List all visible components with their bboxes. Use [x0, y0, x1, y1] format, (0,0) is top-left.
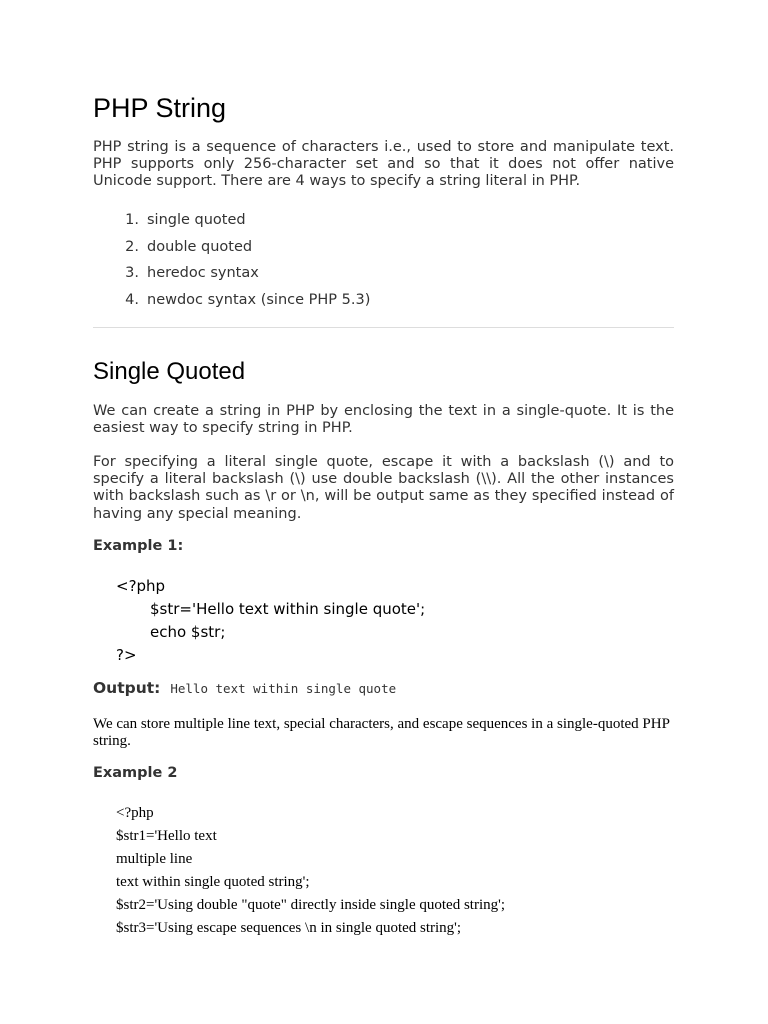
single-quoted-paragraph-1: We can create a string in PHP by enclosing the text in a single-quote. It is the easiest way to specify string in PHP. — [93, 403, 674, 437]
list-item — [93, 237, 370, 264]
ways-list — [93, 210, 370, 316]
list-number: 4. — [125, 291, 139, 308]
intro-paragraph: PHP string is a sequence of characters i.e., used to store and manipulate text. PHP supports only 256-character set and so that it does not offer native Unicode support. There are 4 ways to specify a string literal in PHP. — [93, 139, 674, 190]
list-item — [93, 290, 370, 317]
code-line: ?> — [116, 646, 137, 664]
section-heading-single-quoted: Single Quoted — [93, 358, 246, 385]
page-title: PHP String — [93, 93, 227, 123]
output-label: Output: — [93, 679, 161, 697]
example-1-code — [116, 575, 425, 667]
code-line: text within single quoted string'; — [116, 874, 310, 890]
code-line: $str3='Using escape sequences \n in single quoted string'; — [116, 920, 462, 936]
single-quoted-paragraph-3: We can store multiple line text, special characters, and escape sequences in a single-quoted PHP string. — [93, 716, 670, 749]
code-line: <?php — [116, 805, 154, 821]
list-text: heredoc syntax — [147, 265, 259, 281]
code-line: <?php — [116, 577, 166, 595]
list-text: single quoted — [147, 212, 246, 228]
example-1-output — [93, 679, 396, 697]
list-number: 3. — [125, 265, 139, 281]
code-line: multiple line — [116, 851, 193, 867]
example-2-label: Example 2 — [93, 765, 178, 781]
output-value: Hello text within single quote — [170, 681, 397, 696]
list-number: 2. — [125, 238, 139, 255]
code-line: $str2='Using double "quote" directly inside single quoted string'; — [116, 897, 505, 913]
single-quoted-paragraph-2: For specifying a literal single quote, escape it with a backslash (\) and to specify a literal backslash (\) use double backslash (\\). All the other instances with backslash such as \r or \n, will be output same as they specified instead of having any special meaning. — [93, 454, 674, 522]
list-item — [93, 263, 370, 290]
list-number: 1. — [125, 212, 139, 228]
example-1-label: Example 1: — [93, 538, 184, 554]
section-divider — [93, 327, 674, 328]
code-line: echo $str; — [150, 623, 226, 641]
code-line: $str='Hello text within single quote'; — [150, 600, 426, 618]
list-item — [93, 210, 370, 237]
list-text: double quoted — [147, 238, 253, 255]
code-line: $str1='Hello text — [116, 828, 217, 844]
example-2-code — [116, 802, 505, 940]
list-text: newdoc syntax (since PHP 5.3) — [147, 291, 371, 308]
